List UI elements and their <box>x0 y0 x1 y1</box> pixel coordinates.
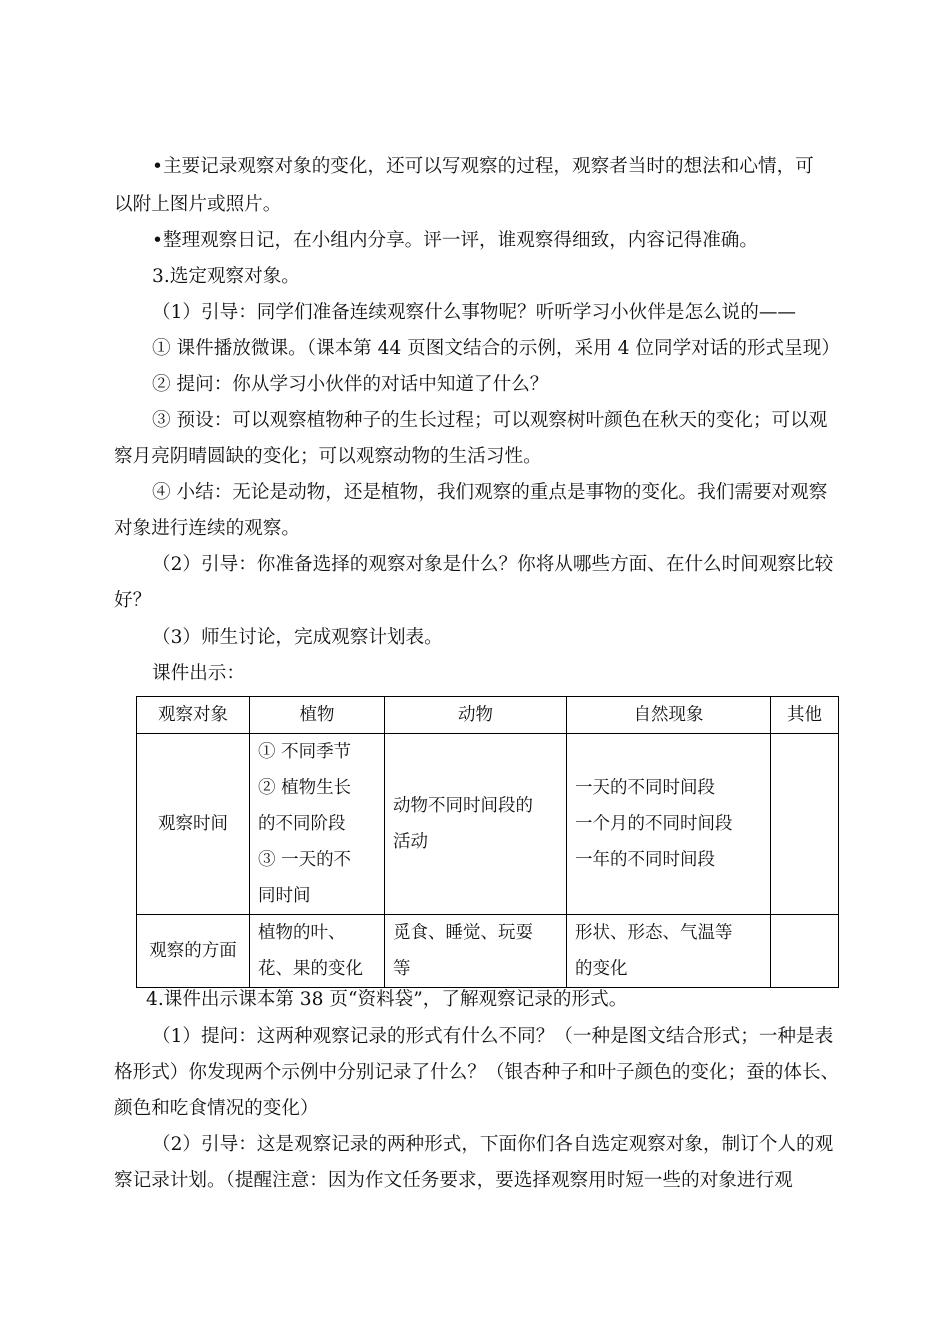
paragraph-question-2-line3: 颜色和吃食情况的变化） <box>114 1098 319 1119</box>
paragraph-preset-line1: ③ 预设：可以观察植物种子的生长过程；可以观察树叶颜色在秋天的变化；可以观 <box>152 410 828 431</box>
cell-line: 动物不同时间段的 <box>393 796 533 816</box>
paragraph-share-diary: •整理观察日记，在小组内分享。评一评，谁观察得细致，内容记得准确。 <box>152 230 758 251</box>
cell-line: ① 不同季节 <box>258 742 352 762</box>
paragraph-preset-line2: 察月亮阴晴圆缺的变化；可以观察动物的生活习性。 <box>114 446 542 467</box>
cell-time-other <box>771 734 839 915</box>
heading-select-object: 3.选定观察对象。 <box>152 266 300 287</box>
paragraph-question-2-line2: 格形式）你发现两个示例中分别记录了什么？（银杏种子和叶子颜色的变化；蚕的体长、 <box>114 1062 840 1083</box>
cell-line: 活动 <box>393 832 428 852</box>
cell-line: ② 植物生长 <box>258 778 352 798</box>
cell-line: 一年的不同时间段 <box>575 850 715 870</box>
row-label-aspect: 观察的方面 <box>137 915 250 988</box>
cell-line: 觅食、睡觉、玩耍 <box>393 923 533 943</box>
cell-line: 一天的不同时间段 <box>575 778 715 798</box>
cell-aspect-nature <box>567 915 771 988</box>
paragraph-discussion: （3）师生讨论，完成观察计划表。 <box>152 627 443 648</box>
table-row-aspect <box>137 915 839 988</box>
paragraph-guide-1: （1）引导：同学们准备连续观察什么事物呢？听听学习小伙伴是怎么说的—— <box>152 302 797 323</box>
paragraph-summary-line2: 对象进行连续的观察。 <box>114 518 300 539</box>
header-plant: 植物 <box>250 697 385 734</box>
cell-time-nature <box>567 734 771 915</box>
cell-line: 植物的叶、 <box>258 923 346 943</box>
header-observation-object: 观察对象 <box>137 697 250 734</box>
cell-line: 的不同阶段 <box>258 814 346 834</box>
paragraph-question-2-line1: （1）提问：这两种观察记录的形式有什么不同？（一种是图文结合形式；一种是表 <box>152 1026 834 1047</box>
header-natural-phenomena: 自然现象 <box>567 697 771 734</box>
paragraph-record-content-line2: 以附上图片或照片。 <box>114 194 282 215</box>
paragraph-play-video: ① 课件播放微课。（课本第 44 页图文结合的示例，采用 4 位同学对话的形式呈现） <box>152 338 840 359</box>
cell-time-plant <box>250 734 385 915</box>
table-row-time <box>137 734 839 915</box>
table-header-row <box>137 697 839 734</box>
observation-plan-table <box>136 696 839 988</box>
paragraph-record-content-line1: •主要记录观察对象的变化，还可以写观察的过程，观察者当时的想法和心情，可 <box>152 156 814 177</box>
cell-line: 同时间 <box>258 886 311 906</box>
cell-aspect-animal <box>385 915 567 988</box>
heading-record-forms: 4.课件出示课本第 38 页“资料袋”，了解观察记录的形式。 <box>146 989 628 1010</box>
paragraph-question: ② 提问：你从学习小伙伴的对话中知道了什么？ <box>152 374 549 395</box>
paragraph-guide-3-line2: 察记录计划。（提醒注意：因为作文任务要求，要选择观察用时短一些的对象进行观 <box>114 1170 793 1191</box>
paragraph-guide-2-line2: 好？ <box>114 590 152 611</box>
header-other: 其他 <box>771 697 839 734</box>
cell-line: 花、果的变化 <box>258 959 363 979</box>
cell-line: 的变化 <box>575 959 628 979</box>
cell-aspect-other <box>771 915 839 988</box>
row-label-time: 观察时间 <box>137 734 250 915</box>
cell-line: 一个月的不同时间段 <box>575 814 733 834</box>
paragraph-guide-2-line1: （2）引导：你准备选择的观察对象是什么？你将从哪些方面、在什么时间观察比较 <box>152 554 834 575</box>
cell-line: 等 <box>393 959 411 979</box>
paragraph-courseware-show: 课件出示： <box>152 663 245 684</box>
cell-line: ③ 一天的不 <box>258 850 352 870</box>
cell-aspect-plant <box>250 915 385 988</box>
paragraph-guide-3-line1: （2）引导：这是观察记录的两种形式，下面你们各自选定观察对象，制订个人的观 <box>152 1134 834 1155</box>
cell-line: 形状、形态、气温等 <box>575 923 733 943</box>
paragraph-summary-line1: ④ 小结：无论是动物，还是植物，我们观察的重点是事物的变化。我们需要对观察 <box>152 482 828 503</box>
header-animal: 动物 <box>385 697 567 734</box>
cell-time-animal <box>385 734 567 915</box>
